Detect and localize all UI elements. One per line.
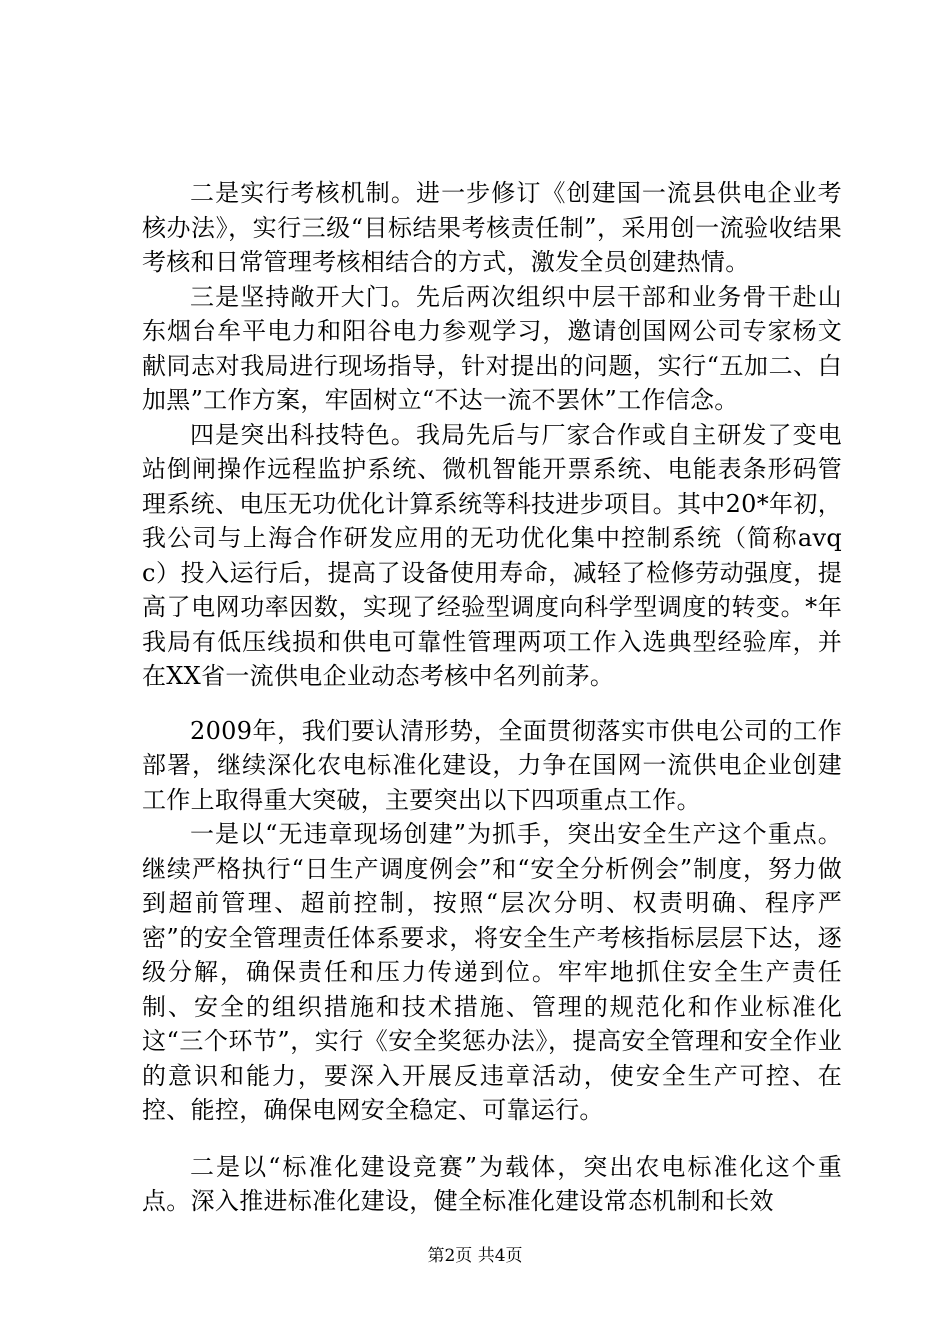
paragraph-open-door: 三是坚持敞开大门。先后两次组织中层干部和业务骨干赴山东烟台牟平电力和阳谷电力参观学习，邀请创国网公司专家杨文献同志对我局进行现场指导，针对提出的问题，实行“五加二、白加黑”工作方案，牢固树立“不达一流不罢休”工作信念。 — [142, 282, 842, 414]
paragraph-safety-production: 一是以“无违章现场创建”为抓手，突出安全生产这个重点。继续严格执行“日生产调度例会”和“安全分析例会”制度，努力做到超前管理、超前控制，按照“层次分明、权责明确、程序严密”的安全管理责任体系要求，将安全生产考核指标层层下达，逐级分解，确保责任和压力传递到位。牢牢地抓住安全生产责任制、安全的组织措施和技术措施、管理的规范化和作业标准化这“三个环节”，实行《安全奖惩办法》，提高安全管理和安全作业的意识和能力，要深入开展反违章活动，使安全生产可控、在控、能控，确保电网安全稳定、可靠运行。 — [142, 820, 842, 1124]
paragraph-assessment-mechanism: 二是实行考核机制。进一步修订《创建国一流县供电企业考核办法》，实行三级“目标结果考核责任制”，采用创一流验收结果考核和日常管理考核相结合的方式，激发全员创建热情。 — [142, 179, 842, 276]
paragraph-standardization: 二是以“标准化建设竞赛”为载体，突出农电标准化这个重点。深入推进标准化建设，健全标准化建设常态机制和长效 — [142, 1152, 842, 1215]
paragraph-2009-plan: 2009年，我们要认清形势，全面贯彻落实市供电公司的工作部署，继续深化农电标准化建设，力争在国网一流供电企业创建工作上取得重大突破，主要突出以下四项重点工作。 — [142, 716, 842, 814]
document-body — [142, 176, 842, 1219]
page-number-footer: 第2页 共4页 — [427, 1246, 523, 1266]
paragraph-technology: 四是突出科技特色。我局先后与厂家合作或自主研发了变电站倒闸操作远程监护系统、微机智能开票系统、电能表条形码管理系统、电压无功优化计算系统等科技进步项目。其中20*年初，我公司与上海合作研发应用的无功优化集中控制系统（简称avqc）投入运行后，提高了设备使用寿命，减轻了检修劳动强度，提高了电网功率因数，实现了经验型调度向科学型调度的转变。*年我局有低压线损和供电可靠性管理两项工作入选典型经验库，并在XX省一流供电企业动态考核中名列前茅。 — [142, 420, 842, 690]
